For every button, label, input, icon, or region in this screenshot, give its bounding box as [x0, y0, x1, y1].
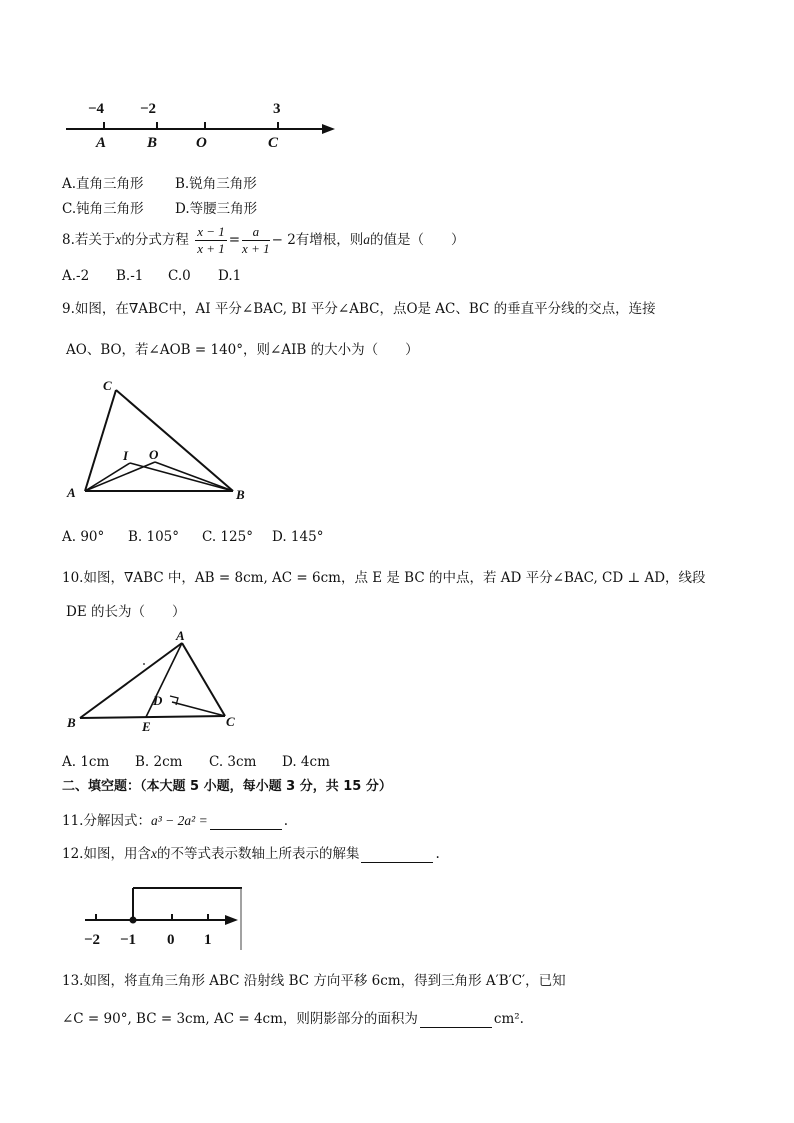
q12-tick-1: 1 — [204, 932, 212, 948]
q10-label-c: C — [226, 714, 235, 729]
section2-heading: 二、填空题：（本大题 5 小题，每小题 3 分，共 15 分） — [62, 779, 392, 794]
q8-option-b: B.-1 — [116, 268, 144, 284]
q11-answer-blank[interactable] — [210, 815, 282, 830]
q7-tick-3: 3 — [273, 101, 281, 117]
q10-label-d: D — [153, 693, 163, 708]
q8-option-c: C.0 — [168, 268, 191, 284]
q10-label-a: A — [176, 628, 185, 643]
q10-option-c: C. 3cm — [209, 754, 257, 770]
q10-question-line2: DE 的长为（ ） — [66, 604, 186, 620]
q12-tick-neg1: −1 — [120, 932, 137, 948]
q8-mid: 的分式方程 — [121, 232, 189, 248]
q7-point-c: C — [268, 135, 279, 151]
q7-tick-neg4: −4 — [88, 101, 105, 117]
q9-question-line2: AO、BO，若∠AOB = 140°，则∠AIB 的大小为（ ） — [66, 342, 419, 358]
q9-option-c: C. 125° — [202, 529, 253, 545]
q10-option-b: B. 2cm — [135, 754, 183, 770]
q7-point-a: A — [96, 135, 107, 151]
q8-fraction-2: $\frac{a}{x + 1}$ — [242, 224, 270, 256]
q10-label-b: B — [67, 715, 76, 730]
q9-option-d: D. 145° — [272, 529, 324, 545]
q12-answer-blank[interactable] — [361, 848, 433, 863]
q12-tick-neg2: −2 — [84, 932, 101, 948]
q7-point-o: O — [196, 135, 207, 151]
q12-tick-0: 0 — [167, 932, 175, 948]
q12-number-line — [80, 880, 250, 930]
q8-fraction-1: $\frac{x - 1}{x + 1}$ — [197, 224, 225, 256]
q8-option-a: A.-2 — [62, 268, 90, 284]
q8-prefix: 8.若关于 — [62, 232, 116, 248]
q13-answer-blank[interactable] — [420, 1013, 492, 1028]
q9-option-b: B. 105° — [128, 529, 180, 545]
q7-option-c: C.钝角三角形 — [62, 201, 144, 217]
q12-question: 12.如图，用含x的不等式表示数轴上所表示的解集 . — [62, 846, 440, 862]
q7-point-b: B — [147, 135, 158, 151]
q11-question: 11.分解因式：a³ − 2a² = . — [62, 813, 288, 829]
q8-question: 8.若关于x的分式方程 $\frac{x - 1}{x + 1}$ = $\frac{a}{x + 1}$ − 2有增根，则a的值是（ ） — [62, 224, 465, 256]
q9-label-o: O — [149, 447, 159, 462]
q10-triangle-figure — [60, 632, 250, 732]
q9-label-a: A — [67, 485, 76, 500]
q9-label-c: C — [103, 378, 112, 393]
q10-option-d: D. 4cm — [282, 754, 330, 770]
q9-label-b: B — [236, 487, 245, 502]
q8-option-d: D.1 — [218, 268, 242, 284]
q7-tick-neg2: −2 — [140, 101, 157, 117]
q7-option-b: B.锐角三角形 — [175, 176, 257, 192]
q9-question-line1: 9.如图，在∇ABC中，AI 平分∠BAC, BI 平分∠ABC，点O是 AC、BC 的垂直平分线的交点，连接 — [62, 301, 656, 317]
q7-option-d: D.等腰三角形 — [175, 201, 258, 217]
q8-var-x: x — [115, 232, 122, 247]
q9-option-a: A. 90° — [62, 529, 105, 545]
q10-option-a: A. 1cm — [62, 754, 110, 770]
q13-question-line2: ∠C = 90°, BC = 3cm, AC = 4cm，则阴影部分的面积为 cm². — [62, 1011, 524, 1027]
q9-triangle-figure — [60, 378, 260, 508]
q7-option-a: A.直角三角形 — [62, 176, 144, 192]
q10-label-e: E — [142, 719, 151, 734]
q9-label-i: I — [123, 448, 129, 463]
q10-question-line1: 10.如图，∇ABC 中，AB = 8cm, AC = 6cm，点 E 是 BC 的中点，若 AD 平分∠BAC, CD ⊥ AD，线段 — [62, 570, 706, 586]
q13-question-line1: 13.如图，将直角三角形 ABC 沿射线 BC 方向平移 6cm，得到三角形 A′B′C′，已知 — [62, 973, 566, 989]
